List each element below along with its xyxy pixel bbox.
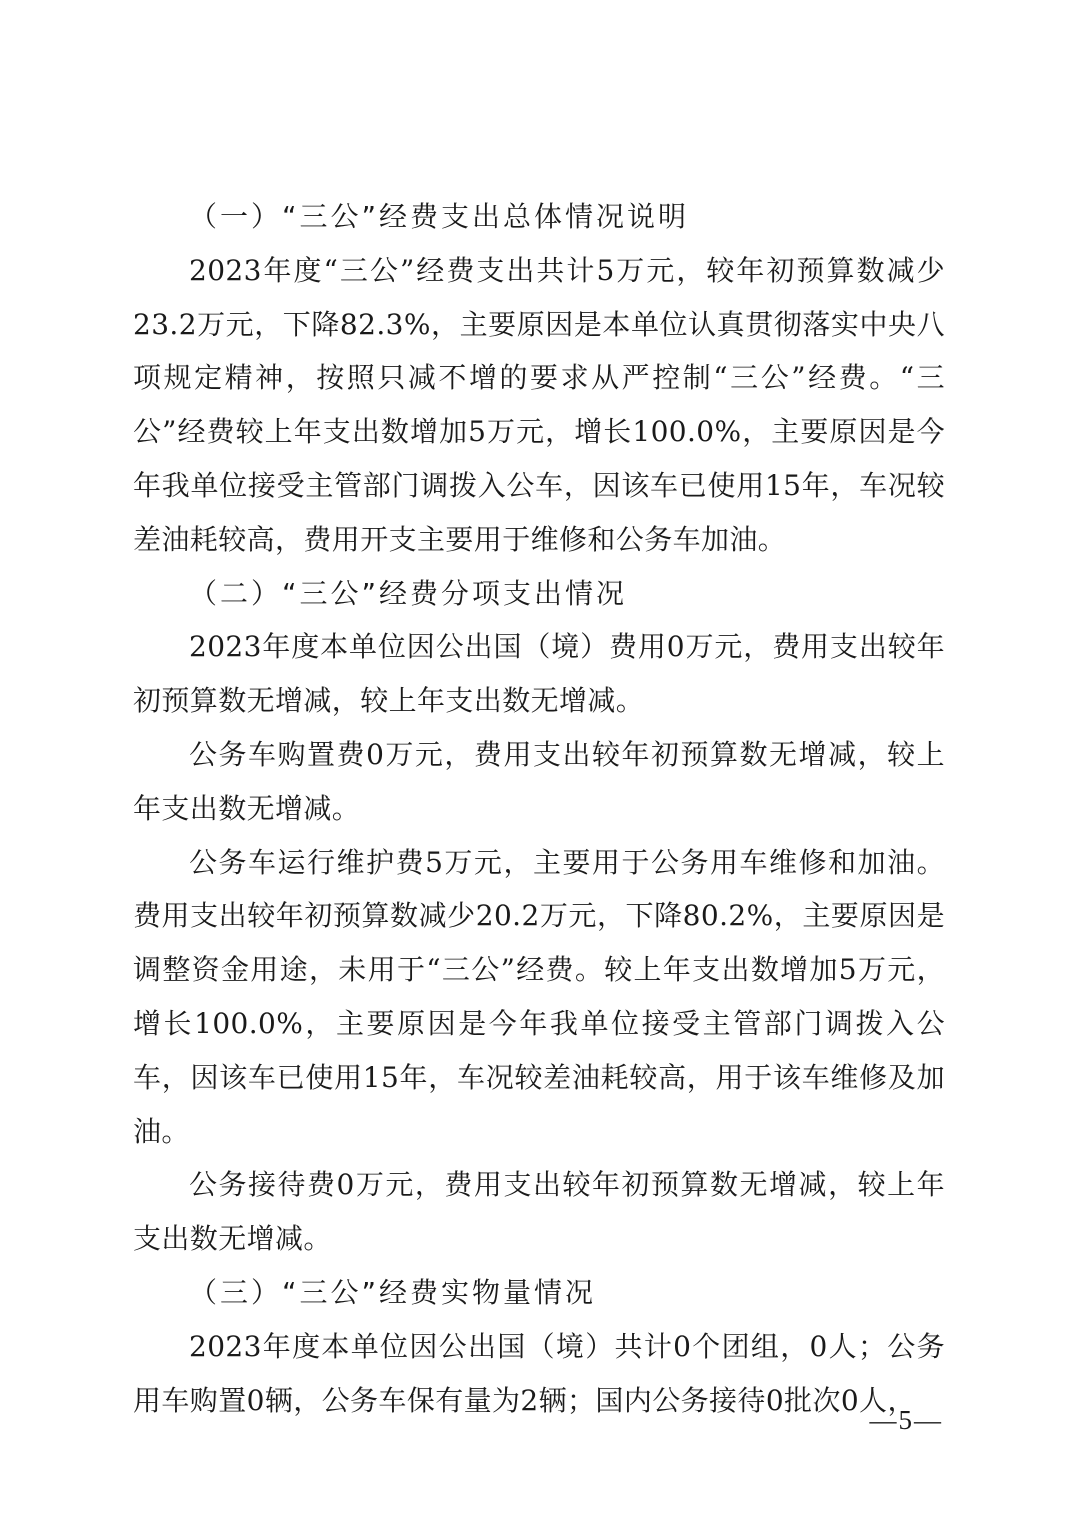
section-heading: （二）“三公”经费分项支出情况 xyxy=(189,576,628,610)
paragraph: 2023年度本单位因公出国（境）费用0万元，费用支出较年初预算数无增减，较上年支出数无增减。 xyxy=(133,630,945,718)
paragraph: 公务接待费0万元，费用支出较年初预算数无增减，较上年支出数无增减。 xyxy=(133,1168,945,1256)
section-physical-quantity xyxy=(133,1266,945,1427)
section-itemized xyxy=(133,567,945,1266)
paragraph: 2023年度“三公”经费支出共计5万元，较年初预算数减少23.2万元，下降82.3%，主要原因是本单位认真贯彻落实中央八项规定精神，按照只减不增的要求从严控制“三公”经费。“三公”经费较上年支出数增加5万元，增长100.0%，主要原因是今年我单位接受主管部门调拨入公车，因该车已使用15年，车况较差油耗较高，费用开支主要用于维修和公务车加油。 xyxy=(133,253,945,556)
paragraph: 公务车购置费0万元，费用支出较年初预算数无增减，较上年支出数无增减。 xyxy=(133,737,945,825)
section-overall xyxy=(133,190,945,567)
page-number: —5— xyxy=(869,1405,943,1435)
document-body xyxy=(133,190,945,1427)
paragraph: 公务车运行维护费5万元，主要用于公务用车维修和加油。费用支出较年初预算数减少20.2万元，下降80.2%，主要原因是调整资金用途，未用于“三公”经费。较上年支出数增加5万元，增长100.0%，主要原因是今年我单位接受主管部门调拨入公车，因该车已使用15年，车况较差油耗较高，用于该车维修及加油。 xyxy=(133,845,945,1148)
paragraph: 2023年度本单位因公出国（境）共计0个团组，0人；公务用车购置0辆，公务车保有量为2辆；国内公务接待0批次0人， xyxy=(133,1329,945,1417)
section-heading: （一）“三公”经费支出总体情况说明 xyxy=(189,200,690,233)
section-heading: （三）“三公”经费实物量情况 xyxy=(189,1275,597,1309)
